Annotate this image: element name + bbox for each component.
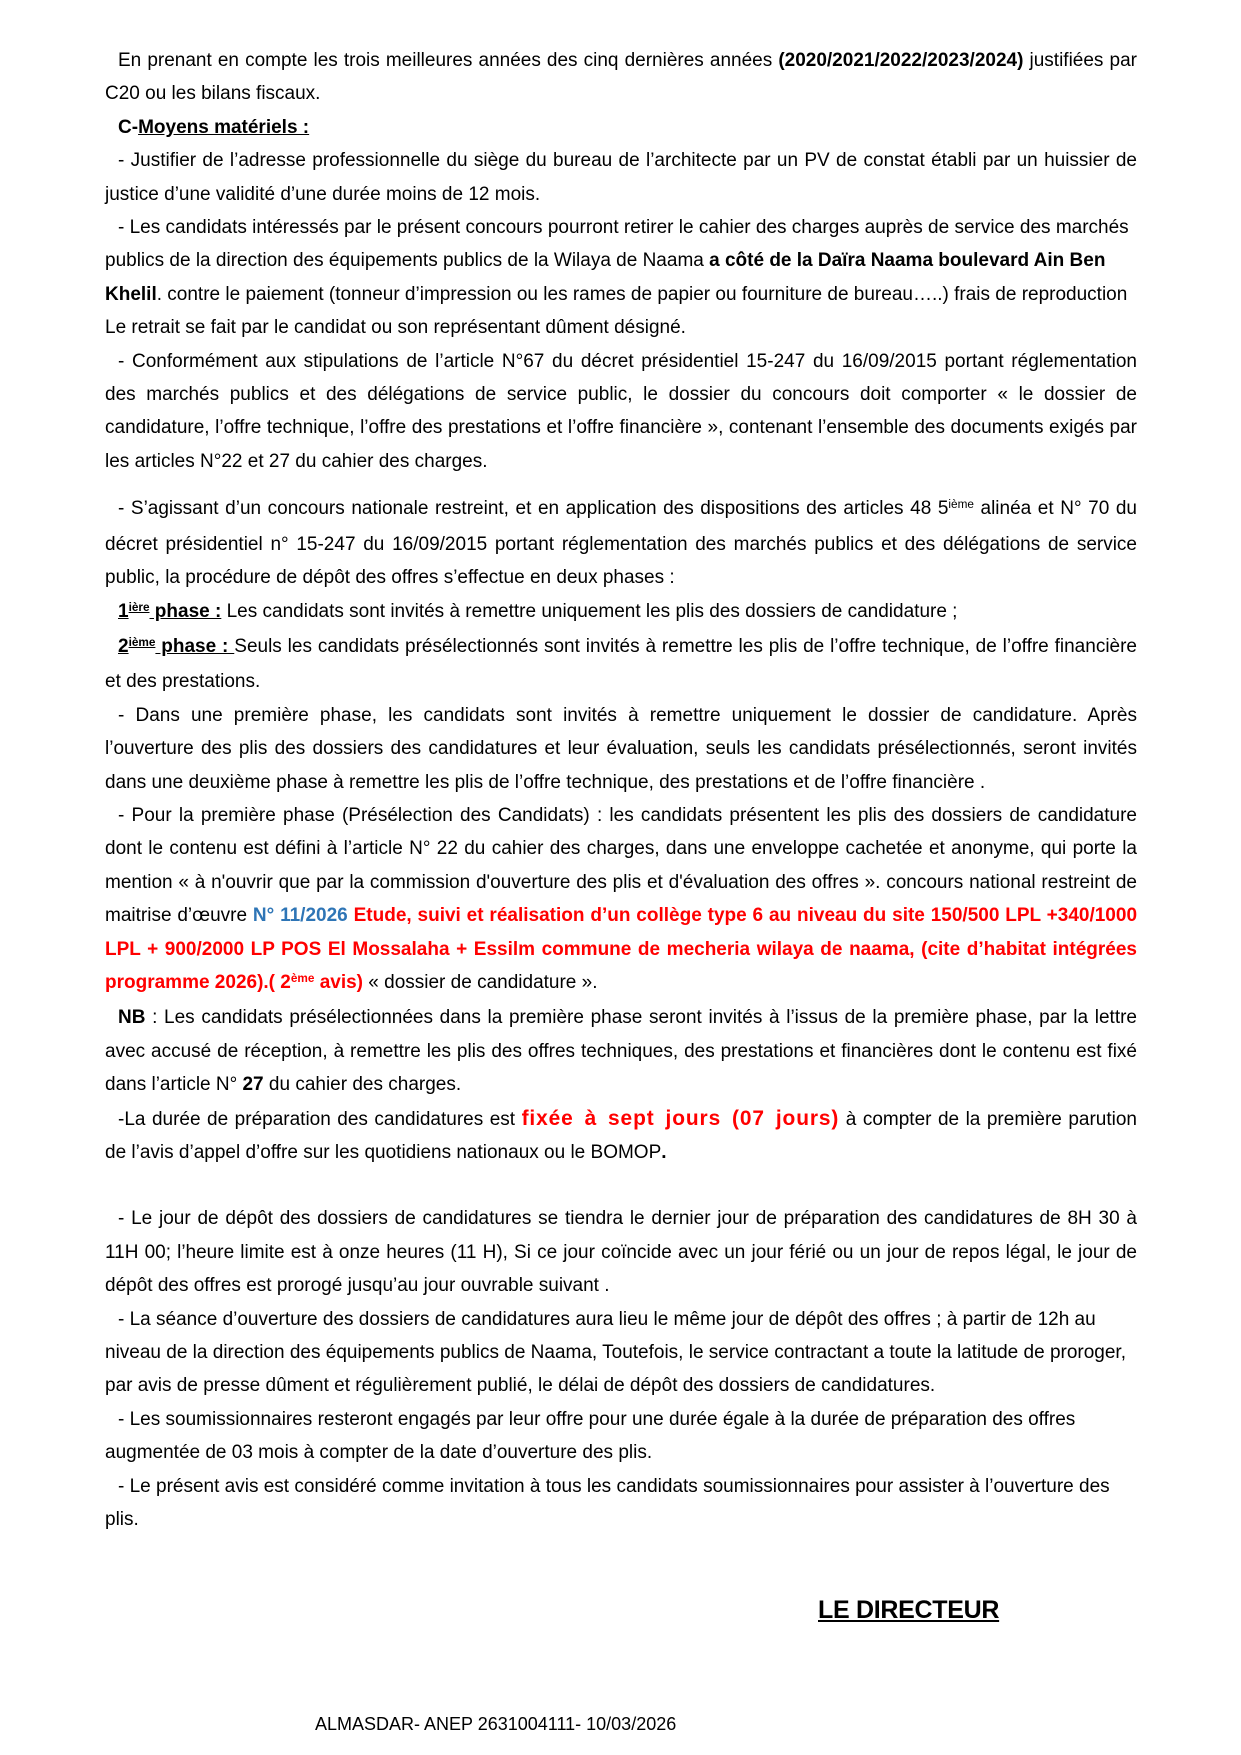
paragraph [105,111,1137,144]
text-run: Moyens matériels : [138,116,310,138]
text-run: - Dans une première phase, les candidats sont invités à remettre uniquement le dossier de candidature. Après l’ouverture des plis des dossiers des candidatures et leur évaluation, seuls les candidats présélectionnés, seront invités dans une deuxième phase à remettre les plis de l’offre technique, des prestations et de l’offre financière . [105,704,1137,793]
text-run: 27 [242,1074,264,1096]
text-run: phase : [149,600,222,622]
paragraph [105,345,1137,479]
text-run: a côté de la Daïra Naama boulevard Ain Ben Khelil [105,250,1106,305]
text-run: - Les soumissionnaires resteront engagés par leur offre pour une durée égale à la durée de préparation des offres augmentée de 03 mois à compter de la date d’ouverture des plis. [105,1408,1076,1464]
paragraph [105,44,1137,111]
paragraph [105,492,1137,594]
paragraph [105,1001,1137,1101]
text-run: Seuls les candidats présélectionnés sont invités à remettre les plis de l’offre technique, de l’offre financière et des prestations. [105,635,1137,693]
paragraph [105,699,1137,799]
paragraph [105,595,1137,630]
signature-text: LE DIRECTEUR [818,1596,1000,1625]
text-run: C- [118,116,139,138]
text-run: -La durée de préparation des candidatures est [118,1108,522,1130]
text-run: NB [118,1007,146,1029]
paragraph [105,211,1137,345]
paragraph [105,1102,1137,1170]
text-run: - S’agissant d’un concours nationale restreint, et en application des dispositions des articles 48 5 [118,498,949,520]
text-run: « dossier de candidature ». [363,971,598,993]
text-run: justifiées par C20 ou les bilans fiscaux. [105,50,1137,105]
text-run: avis) [314,971,364,993]
paragraph [105,144,1137,211]
paragraph [105,1303,1137,1403]
text-run: Etude, suivi et réalisation d’un collège type 6 au niveau du site 150/500 LPL +340/1000 LPL + 900/2000 LP POS El Mossalaha + Essilm commune de mecheria wilaya de naama, (cite d’habitat intégrées programme 2026).( 2 [105,905,1138,993]
text-run: ième [128,636,156,650]
text-run: N° 11/2026 [252,905,348,927]
text-run: phase : [155,635,235,657]
text-run: . contre le paiement (tonneur d’impression ou les rames de papier ou fourniture de bureau…..) frais de reproduction Le retrait se fait par le candidat ou son représentant dûment désigné. [105,283,1128,339]
text-run: à compter de la première parution de l’avis d’appel d’offre sur les quotidiens nationaux ou le BOMOP [105,1108,1137,1163]
text-run: - Conformément aux stipulations de l’article N°67 du décret présidentiel 15-247 du 16/09/2015 portant réglementation des marchés publics et des délégations de service public, le dossier du concours doit comporter « le dossier de candidature, l’offre technique, l’offre des prestations et l’offre financière », contenant l’ensemble des documents exigés par les articles N°22 et 27 du cahier des charges. [105,350,1137,472]
paragraph [105,799,1137,1001]
text-run: ème [290,972,315,986]
text-run: . [661,1142,667,1163]
footer-text: ALMASDAR- ANEP 2631004111- 10/03/2026 [315,1714,677,1734]
text-run: (2020/2021/2022/2023/2024) [778,50,1024,71]
text-run: : Les candidats présélectionnées dans la première phase seront invités à l’issus de la première phase, par la lettre avec accusé de réception, à remettre les plis des offres techniques, des prestations et financières dont le contenu est fixé dans l’article N° [105,1007,1137,1096]
text-run: En prenant en compte les trois meilleures années des cinq dernières années [118,50,779,71]
signature-le-directeur [105,1594,1137,1627]
text-run: ième [948,498,974,512]
text-run: - Le présent avis est considéré comme invitation à tous les candidats soumissionnaires pour assister à l’ouverture des plis. [105,1475,1110,1531]
footer-publication-line [105,1713,1137,1741]
paragraph [105,1202,1137,1302]
document-body [105,44,1137,1536]
text-run: 1 [118,600,129,622]
text-run: du cahier des charges. [263,1074,462,1096]
text-run: - Justifier de l’adresse professionnelle du siège du bureau de l’architecte par un PV de constat établi par un huissier de justice d’une validité d’une durée moins de 12 mois. [105,150,1137,205]
text-run: - La séance d’ouverture des dossiers de candidatures aura lieu le même jour de dépôt des offres ; à partir de 12h au niveau de la direction des équipements publics de Naama, Toutefois, le service contractant a toute la latitude de proroger, par avis de presse dûment et régulièrement publié, le délai de dépôt des dossiers de candidatures. [105,1308,1126,1397]
text-run: ière [128,600,150,614]
text-run: - Pour la première phase (Présélection des Candidats) : les candidats présentent les plis des dossiers de candidature dont le contenu est défini à l’article N° 22 du cahier des charges, dans une enveloppe cachetée et anonyme, qui porte la mention « à n'ouvrir que par la commission d'ouverture des plis et d'évaluation des offres ». concours national restreint de maitrise d’œuvre [105,804,1137,927]
text-run: 2 [118,635,129,657]
text-run: Les candidats sont invités à remettre uniquement les plis des dossiers de candidature ; [221,600,958,622]
text-run: alinéa et N° 70 du décret présidentiel n° 15-247 du 16/09/2015 portant réglementation des marchés publics et des délégations de service public, la procédure de dépôt des offres s’effectue en deux phases : [105,498,1137,589]
text-run: fixée à sept jours (07 jours) [521,1106,840,1130]
paragraph [105,630,1137,699]
paragraph [105,1470,1137,1537]
paragraph [105,1403,1137,1470]
text-run: - Les candidats intéressés par le présent concours pourront retirer le cahier des charges auprès de service des marchés publics de la direction des équipements publics de la Wilaya de Naama [105,217,1129,272]
text-run: - Le jour de dépôt des dossiers de candidatures se tiendra le dernier jour de préparation des candidatures de 8H 30 à 11H 00; l’heure limite est à onze heures (11 H), Si ce jour coïncide avec un jour férié ou un jour de repos légal, le jour de dépôt des offres est prorogé jusqu’au jour ouvrable suivant . [105,1208,1137,1297]
